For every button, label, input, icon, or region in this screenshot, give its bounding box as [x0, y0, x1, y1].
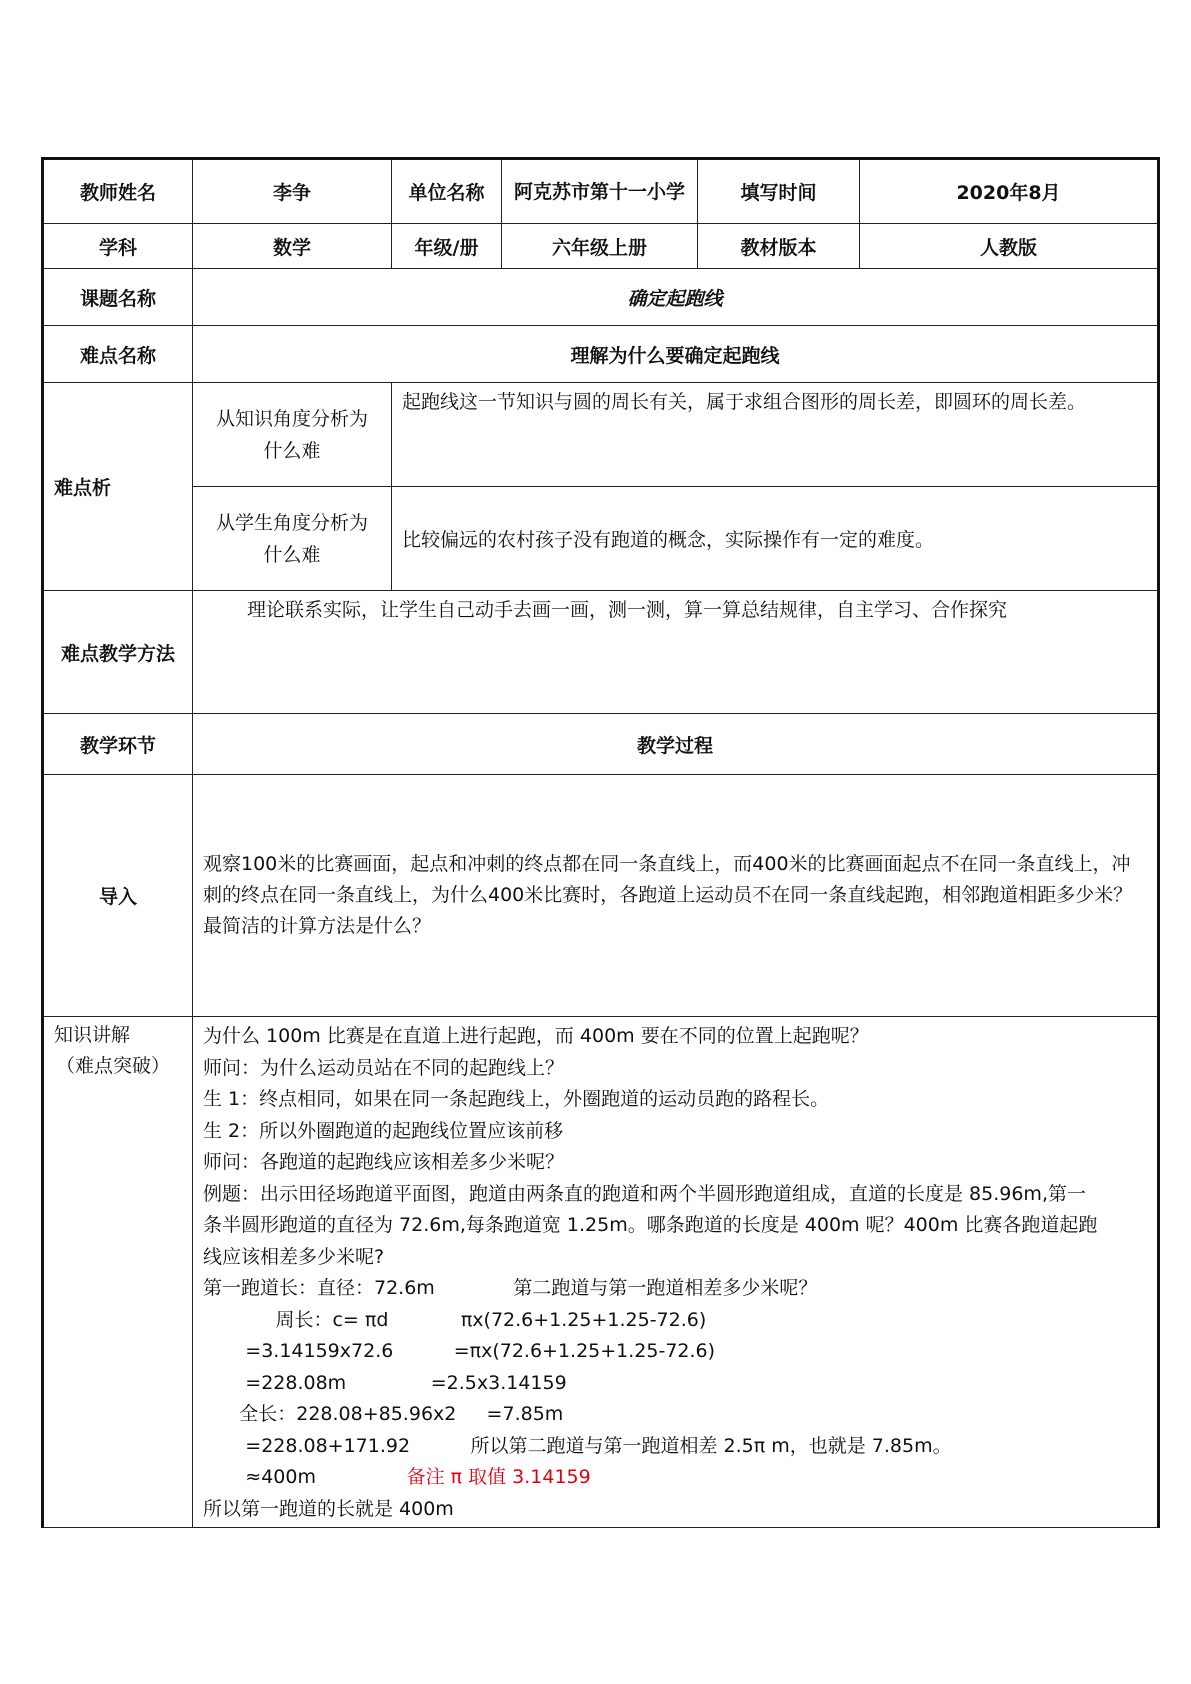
knowledge-line: 全长：228.08+85.96x2 =7.85m	[203, 1403, 564, 1425]
knowledge-line: 周长：c= πd πx(72.6+1.25+1.25-72.6)	[203, 1308, 707, 1331]
grade-label: 年级/册	[392, 224, 502, 269]
knowledge-line: =228.08+171.92 所以第二跑道与第一跑道相差 2.5π m，也就是 7.85m。	[203, 1434, 952, 1457]
lesson-plan-table	[41, 157, 1160, 1528]
intro-label: 导入	[43, 775, 193, 1017]
knowledge-line-with-note	[203, 1462, 1147, 1494]
analysis-label: 难点析	[43, 383, 193, 591]
knowledge-line: 线应该相差多少米呢?	[203, 1245, 385, 1268]
knowledge-line: 师问：各跑道的起跑线应该相差多少米呢？	[203, 1151, 565, 1173]
method-text: 理论联系实际，让学生自己动手去画一画，测一测，算一算总结规律，自主学习、合作探究	[193, 591, 1159, 714]
date-label: 填写时间	[698, 159, 860, 224]
knowledge-label	[43, 1017, 193, 1528]
knowledge-conclusion: 所以第一跑道的长就是 400m	[203, 1497, 454, 1520]
edition-value: 人教版	[860, 224, 1159, 269]
knowledge-label-line2: （难点突破）	[56, 1055, 171, 1077]
unit-value: 阿克苏市第十一小学	[502, 159, 698, 224]
analysis-row-knowledge	[43, 383, 1159, 487]
grade-value: 六年级上册	[502, 224, 698, 269]
knowledge-line: =3.14159x72.6 =πx(72.6+1.25+1.25-72.6)	[203, 1340, 716, 1362]
topic-row	[43, 269, 1159, 326]
date-value: 2020年8月	[860, 159, 1159, 224]
student-angle-label: 从学生角度分析为什么难	[193, 487, 392, 591]
unit-label: 单位名称	[392, 159, 502, 224]
knowledge-line: 生 1：终点相同，如果在同一条起跑线上，外圈跑道的运动员跑的路程长。	[203, 1088, 830, 1110]
header-row-2	[43, 224, 1159, 269]
knowledge-line: 第一跑道长：直径：72.6m 第二跑道与第一跑道相差多少米呢？	[203, 1277, 818, 1299]
method-label: 难点教学方法	[43, 591, 193, 714]
process-row	[43, 714, 1159, 775]
teacher-label: 教师姓名	[43, 159, 193, 224]
knowledge-line: ≈400m	[203, 1466, 407, 1488]
student-angle-text: 比较偏远的农村孩子没有跑道的概念，实际操作有一定的难度。	[392, 487, 1159, 591]
knowledge-line: =228.08m =2.5x3.14159	[203, 1371, 567, 1394]
knowledge-row	[43, 1017, 1159, 1528]
knowledge-line: 例题：出示田径场跑道平面图，跑道由两条直的跑道和两个半圆形跑道组成，直道的长度是 85.96m,第一	[203, 1182, 1086, 1205]
process-label: 教学环节	[43, 714, 193, 775]
knowledge-angle-text: 起跑线这一节知识与圆的周长有关，属于求组合图形的周长差，即圆环的周长差。	[392, 383, 1159, 487]
knowledge-content	[193, 1017, 1159, 1528]
knowledge-angle-label: 从知识角度分析为什么难	[193, 383, 392, 487]
difficulty-row	[43, 326, 1159, 383]
difficulty-label: 难点名称	[43, 326, 193, 383]
analysis-row-student	[43, 487, 1159, 591]
intro-row	[43, 775, 1159, 1017]
topic-label: 课题名称	[43, 269, 193, 326]
subject-value: 数学	[193, 224, 392, 269]
intro-text: 观察100米的比赛画面，起点和冲刺的终点都在同一条直线上，而400米的比赛画面起点不在同一条直线上，冲刺的终点在同一条直线上，为什么400米比赛时，各跑道上运动员不在同一条直线起跑，相邻跑道相距多少米？最简洁的计算方法是什么？	[193, 775, 1159, 1017]
knowledge-line: 生 2：所以外圈跑道的起跑线位置应该前移	[203, 1119, 564, 1142]
topic-value: 确定起跑线	[193, 269, 1159, 326]
edition-label: 教材版本	[698, 224, 860, 269]
knowledge-line: 师问：为什么运动员站在不同的起跑线上？	[203, 1056, 565, 1079]
process-value: 教学过程	[193, 714, 1159, 775]
method-row	[43, 591, 1159, 714]
subject-label: 学科	[43, 224, 193, 269]
header-row-1	[43, 159, 1159, 224]
knowledge-line: 条半圆形跑道的直径为 72.6m,每条跑道宽 1.25m。哪条跑道的长度是 400m 呢？400m 比赛各跑道起跑	[203, 1214, 1098, 1236]
difficulty-value: 理解为什么要确定起跑线	[193, 326, 1159, 383]
knowledge-label-line1: 知识讲解	[54, 1024, 131, 1046]
teacher-value: 李争	[193, 159, 392, 224]
pi-note: 备注 π 取值 3.14159	[406, 1466, 591, 1488]
knowledge-line: 为什么 100m 比赛是在直道上进行起跑，而 400m 要在不同的位置上起跑呢？	[203, 1025, 869, 1047]
